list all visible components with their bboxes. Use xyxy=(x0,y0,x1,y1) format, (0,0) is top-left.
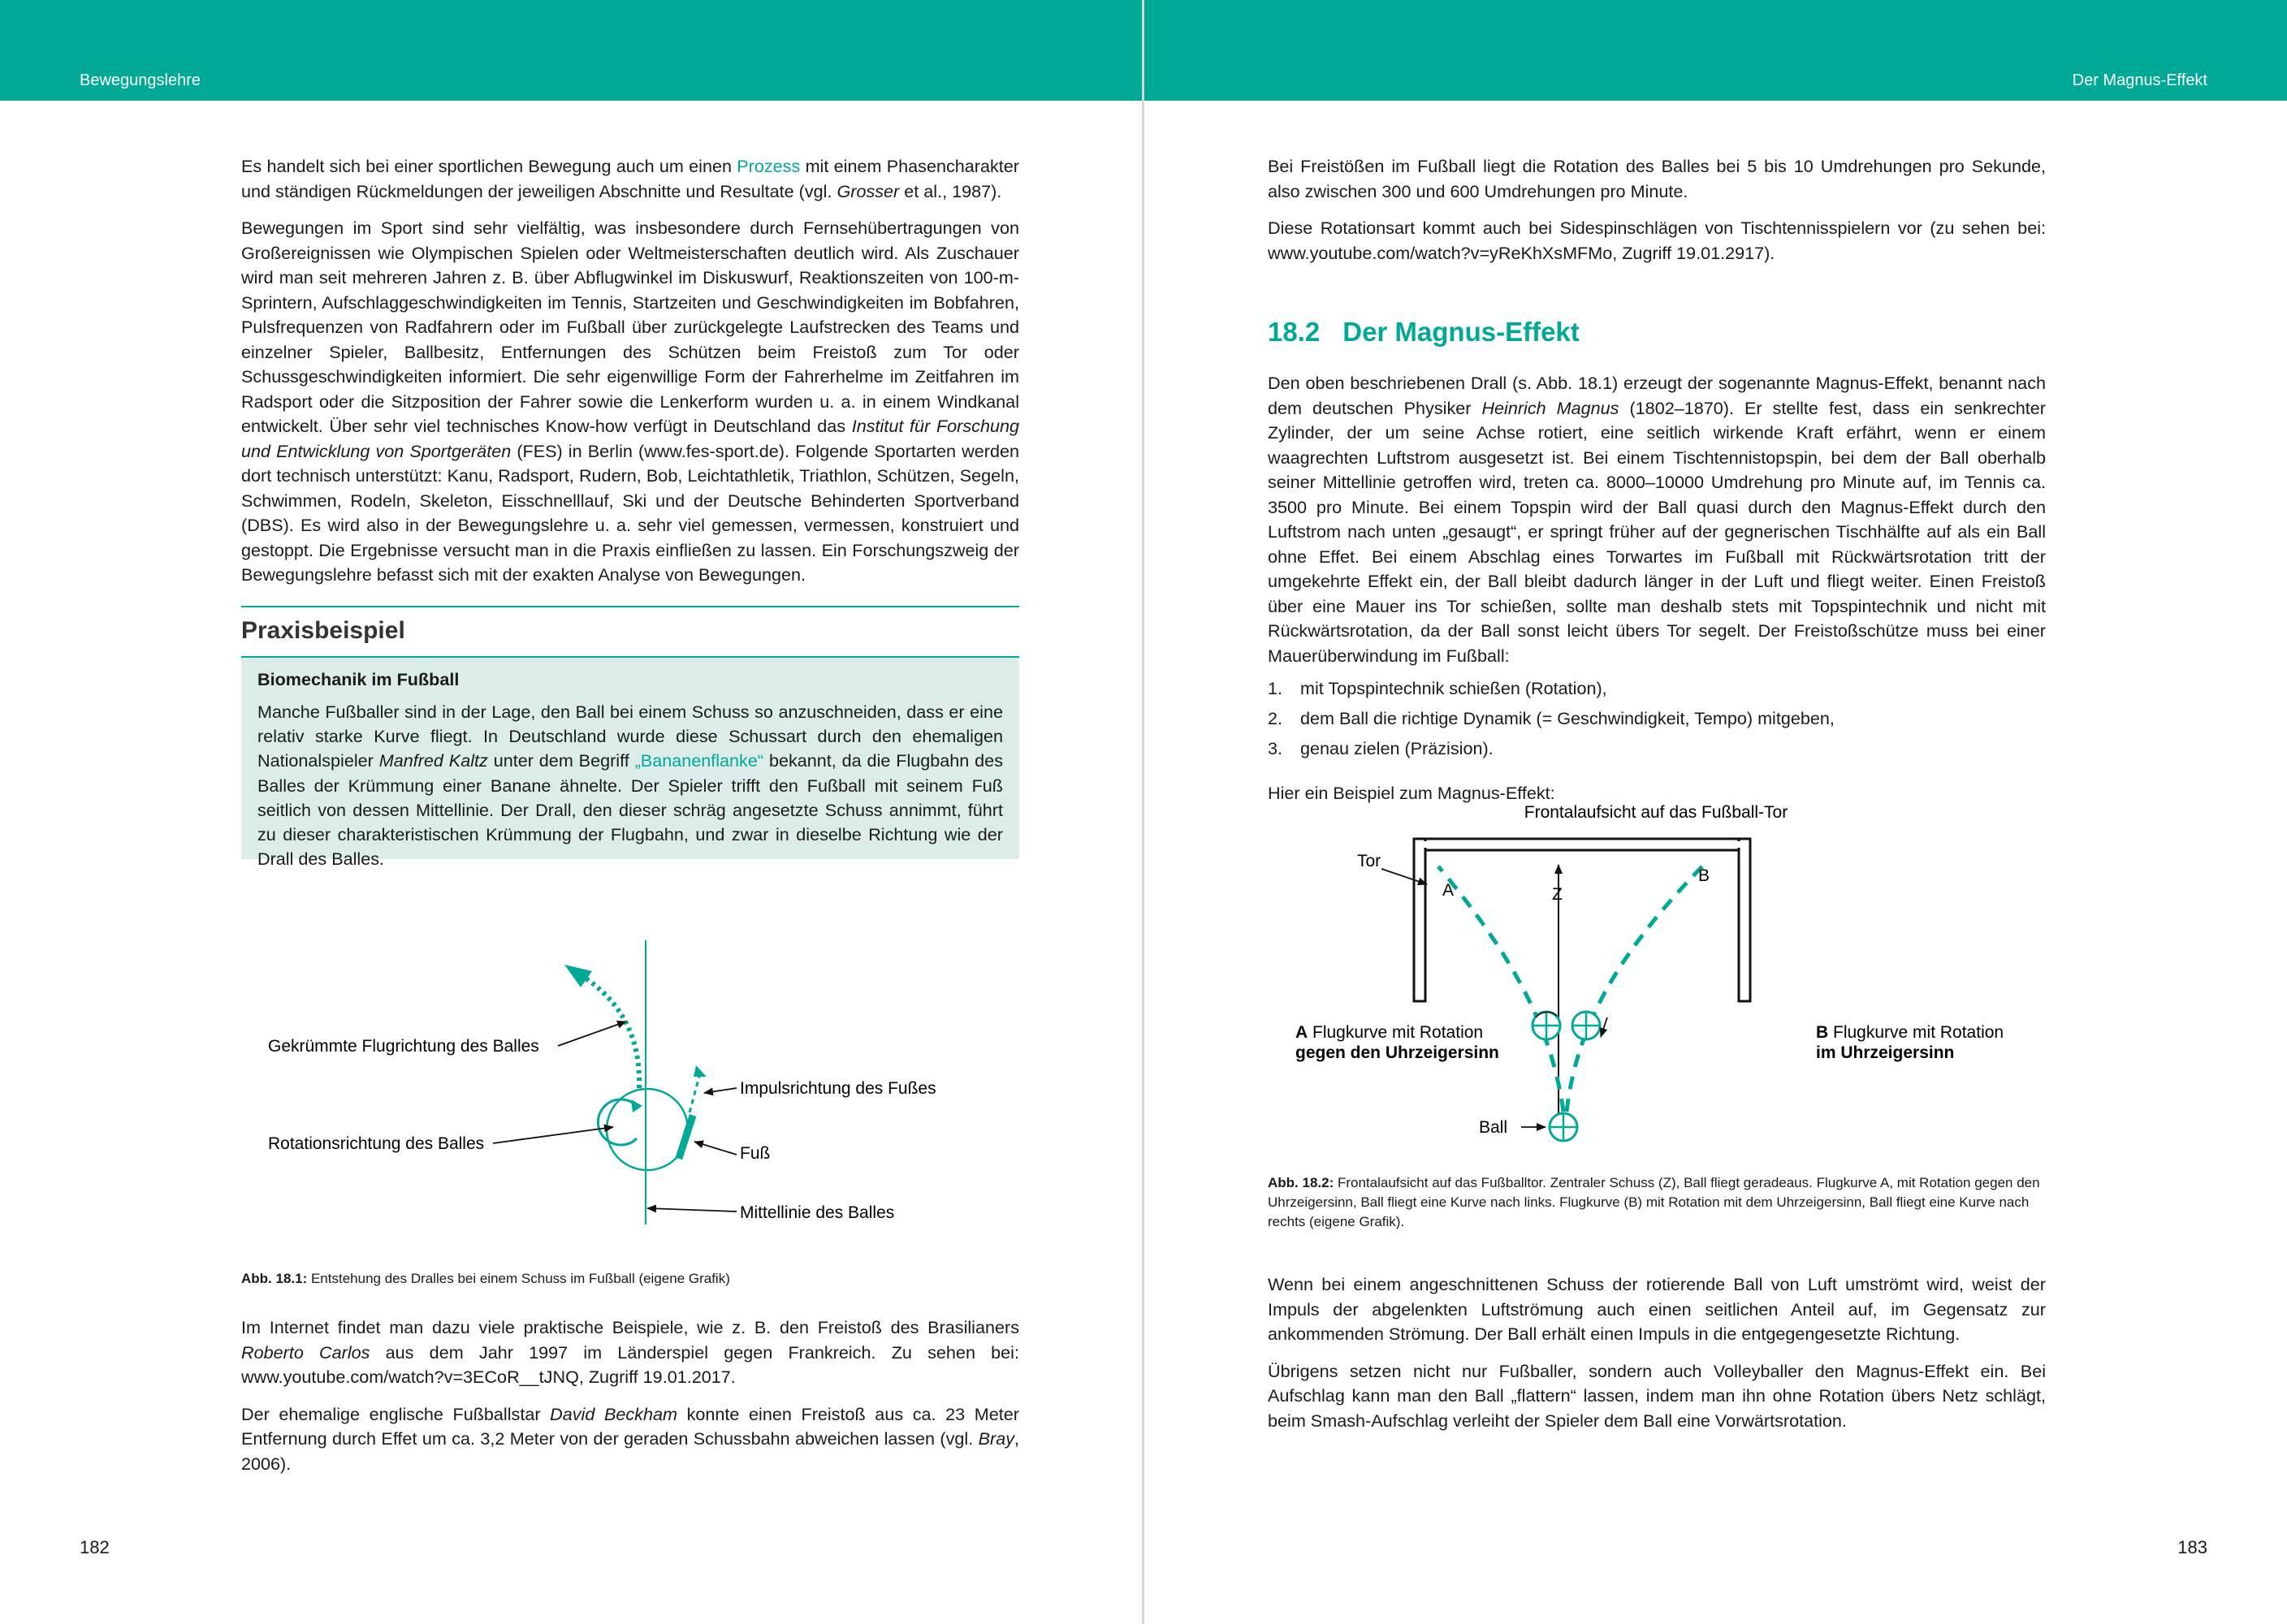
example-intro: Hier ein Beispiel zum Magnus-Effekt: xyxy=(1268,783,1555,803)
ball xyxy=(607,1089,688,1170)
section-heading xyxy=(1268,317,1580,348)
curve-a xyxy=(1438,866,1563,1112)
paragraph-1: Es handelt sich bei einer sportlichen Bewegung auch um einen Prozess mit einem Phasencharakter und ständigen Rückmeldungen der jeweiligen Abschnitte und Resultate (vgl. Grosser et al., 1987). xyxy=(241,156,1019,201)
label-midline: Mittellinie des Balles xyxy=(740,1203,895,1222)
foot xyxy=(676,1114,697,1160)
paragraph-3: Im Internet findet man dazu viele praktische Beispiele, wie z. B. den Freistoß des Brasilianers Roberto Carlos aus dem Jahr 1997 im Länderspiel gegen Frankreich. Zu sehen bei: www.youtube.com/watch?v=3ECoR__tJNQ, Zugriff 19.01.2017. xyxy=(241,1317,1019,1387)
right-intro-text xyxy=(1268,154,2046,278)
left-closing-text xyxy=(241,1315,1019,1488)
legend-b-line1: B Flugkurve mit Rotation xyxy=(1816,1023,2004,1042)
header-bar-left xyxy=(0,0,1143,101)
label-foot: Fuß xyxy=(740,1144,771,1163)
praxis-box xyxy=(241,656,1019,870)
label-rotation: Rotationsrichtung des Balles xyxy=(268,1134,485,1153)
praxis-text: Manche Fußballer sind in der Lage, den Ball bei einem Schuss so anzuschneiden, dass er eine relativ starke Kurve fliegt. In Deutschland wurde diese Schussart durch den ehemaligen Nationalspieler Manfred Kaltz unter dem Begriff „Bananenflanke“ bekannt, da die Flugbahn des Balles der Krümmung einer Banane ähnelte. Der Spieler trifft den Fußball mit seinem Fuß seitlich von dessen Mittellinie. Der Drall, den dieser schräg angesetzte Schuss annimmt, führt zu dieser charakteristischen Krümmung der Flugbahn, und zwar in dieselbe Richtung wie der Drall des Balles. xyxy=(257,702,1003,870)
label-b: B xyxy=(1698,866,1710,885)
freekick-list xyxy=(1268,673,2046,763)
figure-18-2 xyxy=(1268,792,2046,1149)
figure-18-1 xyxy=(241,926,1019,1250)
list-item: 1. mit Topspintechnik schießen (Rotation), xyxy=(1268,678,1607,698)
paragraph-4: Der ehemalige englische Fußballstar David Beckham konnte einen Freistoß aus ca. 23 Meter Entfernung durch Effet um ca. 3,2 Meter von der geraden Schussbahn abweichen lassen (vgl. Bray, 2006). xyxy=(241,1403,1019,1474)
paragraph-r4: Wenn bei einem angeschnittenen Schuss der rotierende Ball von Luft umströmt wird, weist der Impuls der abgelenkten Luftströmung auch einen seitlichen Anteil auf, im Gegensatz zur ankommenden Strömung. Der Ball erhält einen Impuls in die entgegengesetzte Richtung. xyxy=(1268,1274,2046,1344)
running-head-left: Bewegungslehre xyxy=(80,71,201,89)
label-impulse: Impulsrichtung des Fußes xyxy=(740,1079,936,1098)
curved-flight-arrowhead xyxy=(564,965,592,987)
rotation-arrow xyxy=(598,1099,637,1145)
praxis-subtitle: Biomechanik im Fußball xyxy=(257,669,460,689)
glossary-link-prozess[interactable]: Prozess xyxy=(737,156,801,176)
page-number-left: 182 xyxy=(80,1537,110,1557)
glossary-link-bananenflanke[interactable]: „Bananenflanke“ xyxy=(634,750,764,771)
list-item: 3. genau zielen (Präzision). xyxy=(1268,738,1494,758)
goal-right-post xyxy=(1739,839,1750,1001)
right-main-text xyxy=(1268,371,2046,818)
section-number: 18.2 xyxy=(1268,317,1321,347)
impulse-arrow xyxy=(690,1073,700,1112)
goal-left-post xyxy=(1414,839,1425,1001)
page-number-right: 183 xyxy=(2177,1537,2207,1557)
legend-b-line2: im Uhrzeigersinn xyxy=(1816,1043,1955,1062)
left-intro-text xyxy=(241,154,1019,600)
paragraph-r2: Diese Rotationsart kommt auch bei Sidespinschlägen von Tischtennisspielern vor (zu sehen bei: www.youtube.com/watch?v=yReKhXsMFMo, Zugriff 19.01.2917). xyxy=(1268,218,2046,263)
running-head-right: Der Magnus-Effekt xyxy=(2072,71,2207,89)
praxis-divider xyxy=(241,606,1019,607)
paragraph-r5: Übrigens setzen nicht nur Fußballer, sondern auch Volleyballer den Magnus-Effekt ein. Bei Aufschlag kann man den Ball „flattern“ lassen, indem man ihn ohne Rotation übers Netz schlägt, beim Smash-Aufschlag verleiht der Spieler dem Ball eine Vorwärtsrotation. xyxy=(1268,1360,2046,1431)
curve-b xyxy=(1567,866,1702,1112)
right-page xyxy=(1144,0,2287,1624)
praxis-title: Praxisbeispiel xyxy=(241,617,405,644)
label-a: A xyxy=(1442,881,1455,900)
label-ball: Ball xyxy=(1479,1118,1508,1137)
label-curved-flight: Gekrümmte Flugrichtung des Balles xyxy=(268,1037,539,1056)
left-page xyxy=(0,0,1143,1624)
paragraph-2: Bewegungen im Sport sind sehr vielfältig, was insbesondere durch Fernsehübertragungen von Großereignissen wie Olympischen Spielen oder Weltmeisterschaften deutlich wird. Als Zuschauer wird man seit mehreren Jahren z. B. über Abflugwinkel im Diskuswurf, Reaktionszeiten von 100-m-Sprintern, Aufschlaggeschwindigkeiten im Tennis, Startzeiten und Geschwindigkeiten im Bobfahren, Pulsfrequenzen von Radfahrern oder im Fußball über zurückgelegte Laufstrecken des Teams und einzelner Spieler, Ballbesitz, Entfernungen des Schützen beim Freistoß zum Tor oder Schussgeschwindigkeiten informiert. Die sehr eigenwillige Form der Fahrerhelme im Zeitfahren im Radsport oder die Sitzposition der Fahrer sowie die Lenkerform wurden u. a. in einem Windkanal entwickelt. Über sehr viel technisches Know-how verfügt in Deutschland das Institut für Forschung und Entwicklung von Sportgeräten (FES) in Berlin (www.fes-sport.de). Folgende Sportarten werden dort technisch unterstützt: Kanu, Radsport, Rudern, Bob, Leichtathletik, Triathlon, Schützen, Segeln, Schwimmen, Rodeln, Skeleton, Eisschnelllauf, Ski und der Deutsche Behinderten Sportverband (DBS). Es wird also in der Bewegungslehre u. a. sehr viel gemessen, vermessen, konstruiert und gestoppt. Die Ergebnisse versucht man in die Praxis einfließen zu lassen. Ein Forschungszweig der Bewegungslehre befasst sich mit der exakten Analyse von Bewegungen. xyxy=(241,218,1020,585)
label-z: Z xyxy=(1552,885,1563,904)
ball-b-rotation xyxy=(1572,1012,1607,1039)
legend-a-line1: A Flugkurve mit Rotation xyxy=(1295,1023,1484,1042)
paragraph-r3: Den oben beschriebenen Drall (s. Abb. 18.1) erzeugt der sogenannte Magnus-Effekt, benannt nach dem deutschen Physiker Heinrich Magnus (1802–1870). Er stellte fest, dass ein senkrechter Zylinder, der um seine Achse rotiert, eine seitlich wirkende Kraft erfährt, wenn er einem waagrechten Luftstrom ausgesetzt ist. Bei einem Tischtennistopspin, bei dem der Ball oberhalb seiner Mittellinie getroffen wird, treten ca. 8000–10000 Umdrehung pro Minute auf, im Tennis ca. 3500 pro Minute. Bei einem Topspin wird der Ball quasi durch den Magnus-Effekt durch den Luftstrom nach unten „gesaugt“, er springt früher auf der gegnerischen Tischhälfte auf als ein Ball ohne Effet. Bei einem Abschlag eines Torwartes im Fußball mit Rückwärtsrotation tritt der umgekehrte Effekt ein, der Ball bleibt dadurch länger in der Luft und fliegt weiter. Einen Freistoß über eine Mauer ins Tor schießen, sollte man deshalb stets mit Topspintechnik und nicht mit Rückwärtsrotation, da der Ball sonst leicht übers Tor segelt. Der Freistoßschütze muss bei einer Mauerüberwindung im Fußball: xyxy=(1268,373,2046,666)
figure-18-2-caption: Abb. 18.2: Frontalaufsicht auf das Fußballtor. Zentraler Schuss (Z), Ball fliegt geradeaus. Flugkurve A, mit Rotation gegen den Uhrzeigersinn, Ball fliegt eine Kurve nach links. Flugkurve (B) mit Rotation mit dem Uhrzeigersinn, Ball fliegt eine Kurve nach rechts (eigene Grafik). xyxy=(1268,1175,2040,1229)
ball-start xyxy=(1550,1113,1577,1141)
figure-2-title: Frontalaufsicht auf das Fußball-Tor xyxy=(1524,803,1788,822)
figure-18-1-caption: Abb. 18.1: Entstehung des Dralles bei einem Schuss im Fußball (eigene Grafik) xyxy=(241,1271,730,1286)
section-title: Der Magnus-Effekt xyxy=(1342,317,1580,347)
legend-a-line2: gegen den Uhrzeigersinn xyxy=(1295,1043,1499,1062)
right-closing-text xyxy=(1268,1272,2046,1445)
label-tor: Tor xyxy=(1357,852,1381,870)
header-bar-right xyxy=(1144,0,2287,101)
list-item: 2. dem Ball die richtige Dynamik (= Geschwindigkeit, Tempo) mitgeben, xyxy=(1268,708,1835,728)
ball-a-rotation xyxy=(1533,1012,1560,1039)
curved-flight-path xyxy=(582,976,639,1088)
paragraph-r1: Bei Freistößen im Fußball liegt die Rotation des Balles bei 5 bis 10 Umdrehungen pro Sekunde, also zwischen 300 und 600 Umdrehungen pro Minute. xyxy=(1268,156,2046,201)
